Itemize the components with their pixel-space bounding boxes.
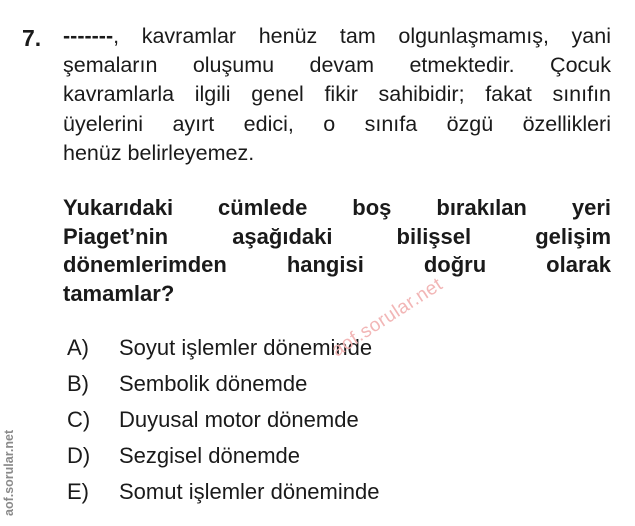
- stem-line: üyelerini ayırt edici, o sınıfa özgü özellikleri: [63, 111, 611, 136]
- prompt-line: Yukarıdaki cümlede boş bırakılan yeri: [63, 195, 611, 220]
- side-watermark: aof.sorular.net: [2, 429, 16, 516]
- option-text: Sezgisel dönemde: [119, 443, 301, 468]
- stem-line: kavramlarla ilgili genel fikir sahibidir; fakat sınıfın: [63, 82, 611, 107]
- stem-line-text: , kavramlar henüz tam olgunlaşmamış, yani: [113, 24, 611, 48]
- blank-placeholder: -------: [63, 24, 114, 48]
- option-letter: D): [67, 443, 91, 468]
- question-number: 7.: [22, 25, 42, 51]
- option-text: Duyusal motor dönemde: [119, 407, 359, 432]
- option-b[interactable]: [67, 369, 379, 405]
- stem-line: şemaların oluşumu devam etmektedir. Çocuk: [63, 53, 611, 78]
- question-prompt: [63, 194, 611, 308]
- option-letter: E): [67, 479, 89, 504]
- option-e[interactable]: [67, 477, 379, 513]
- option-d[interactable]: [67, 441, 379, 477]
- option-text: Somut işlemler döneminde: [119, 479, 380, 504]
- prompt-line: dönemlerimden hangisi doğru olarak: [63, 252, 611, 277]
- stem-line: henüz belirleyemez.: [63, 140, 255, 165]
- option-letter: B): [67, 371, 89, 396]
- question-stem: [63, 22, 611, 168]
- prompt-line: tamamlar?: [63, 280, 175, 306]
- option-text: Sembolik dönemde: [119, 371, 308, 396]
- answer-options: [67, 333, 379, 513]
- option-letter: C): [67, 407, 91, 432]
- option-c[interactable]: [67, 405, 379, 441]
- prompt-line: Piaget’nin aşağıdaki bilişsel gelişim: [63, 223, 611, 249]
- diagonal-watermark: aof.sorular.net: [328, 273, 447, 362]
- option-text: Soyut işlemler döneminde: [119, 335, 373, 360]
- stem-line: [63, 22, 611, 51]
- option-letter: A): [67, 335, 89, 360]
